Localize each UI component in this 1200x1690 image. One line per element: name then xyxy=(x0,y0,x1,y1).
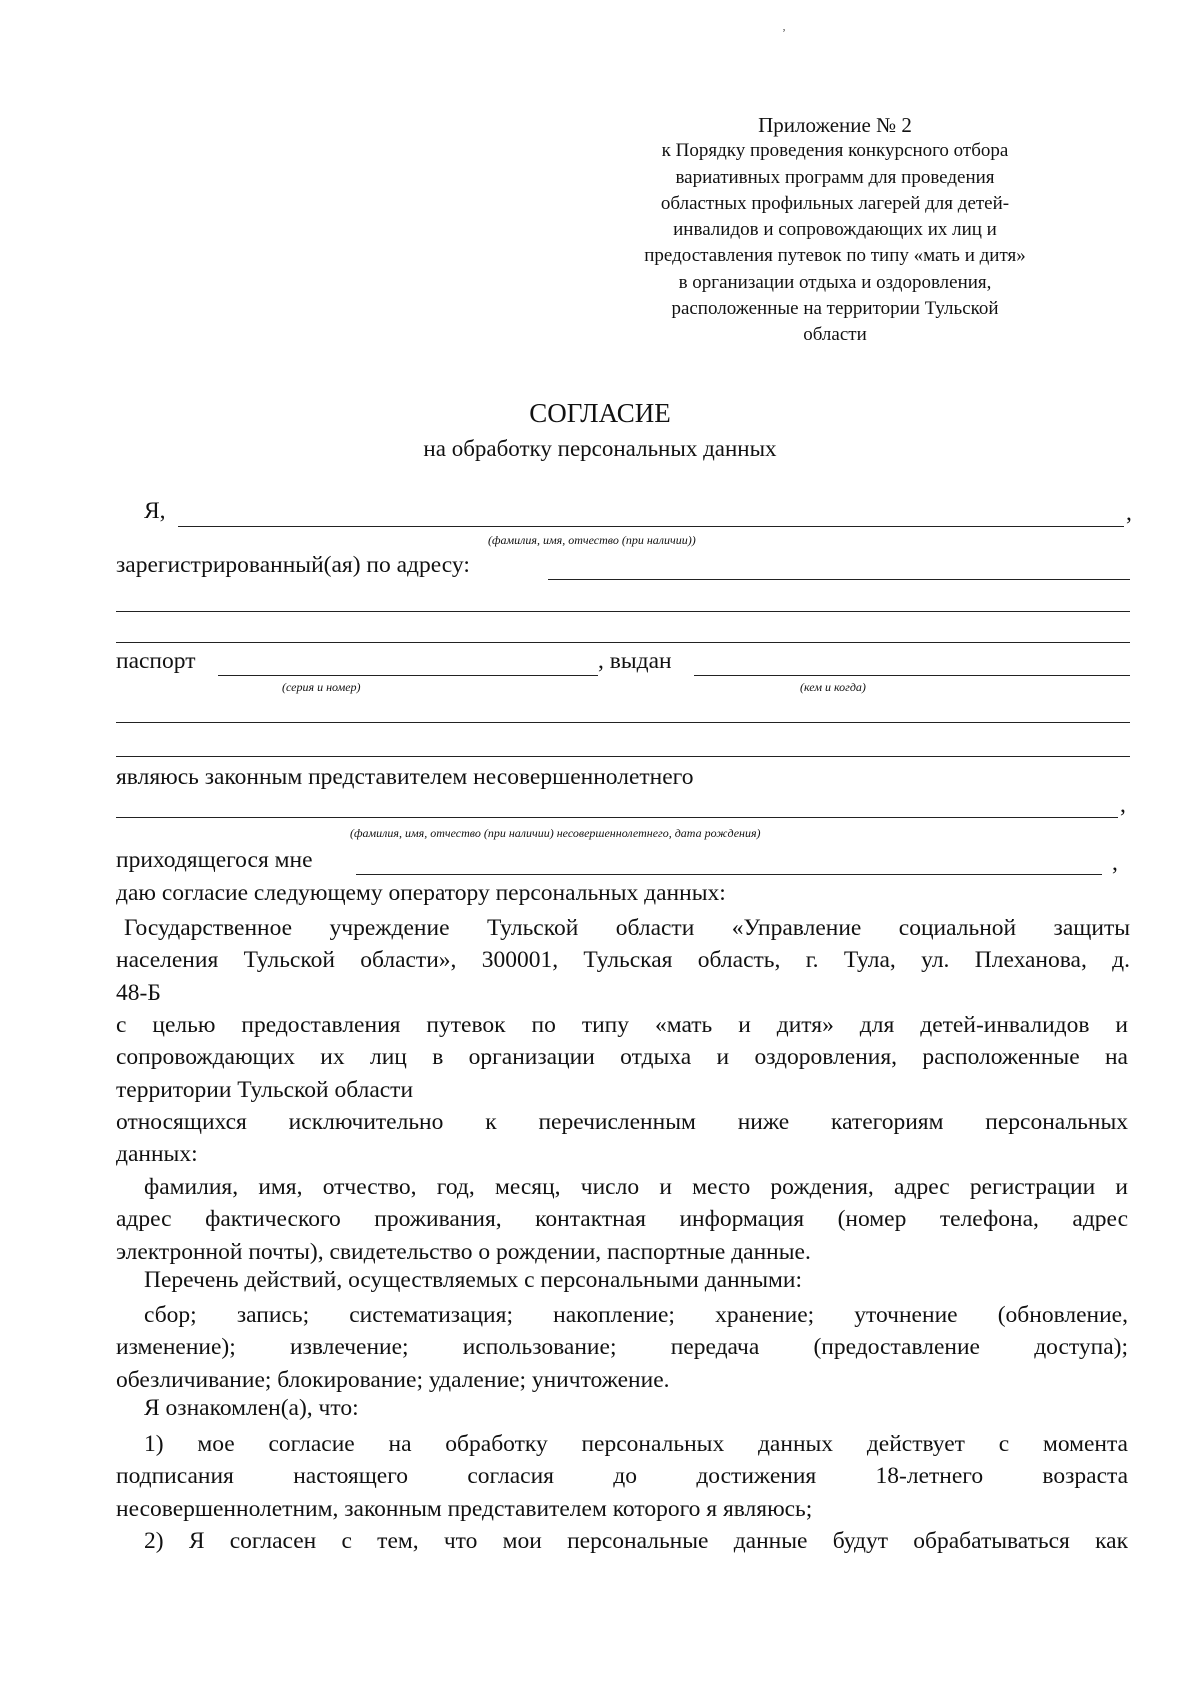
label-ya: Я, xyxy=(144,498,166,524)
comma: , xyxy=(1120,792,1126,818)
fio-field-line[interactable] xyxy=(178,526,1124,527)
minor-hint: (фамилия, имя, отчество (при наличии) несовершеннолетнего, дата рождения) xyxy=(350,826,761,840)
text-line: территории Тульской области xyxy=(116,1076,414,1103)
text-line: относящихся исключительно к перечисленным ниже категориям персональных xyxy=(116,1109,1128,1135)
purpose-paragraph xyxy=(116,1009,1128,1106)
text-line: обезличивание; блокирование; удаление; уничтожение. xyxy=(116,1366,670,1393)
document-title: СОГЛАСИЕ xyxy=(529,398,671,428)
relation-field-line[interactable] xyxy=(356,874,1102,875)
label-passport: паспорт xyxy=(116,648,196,674)
appendix-block xyxy=(560,112,1110,349)
label-representative: являюсь законным представителем несовершеннолетнего xyxy=(116,764,694,790)
text-line: электронной почты), свидетельство о рождении, паспортные данные. xyxy=(116,1238,811,1265)
appendix-line: предоставления путевок по типу «мать и дитя» xyxy=(644,245,1026,267)
actions-paragraph xyxy=(116,1299,1128,1396)
consent-to-operator: даю согласие следующему оператору персональных данных: xyxy=(116,880,726,906)
text-line: данных: xyxy=(116,1141,198,1168)
address-field-line-2[interactable] xyxy=(116,611,1130,612)
text-line: 1) мое согласие на обработку персональных данных действует с момента xyxy=(144,1431,1128,1457)
text-line: сбор; запись; систематизация; накопление; хранение; уточнение (обновление, xyxy=(144,1302,1128,1328)
issuer-hint: (кем и когда) xyxy=(800,680,866,694)
actions-heading: Перечень действий, осуществляемых с персональными данными: xyxy=(144,1267,803,1293)
text-line: 48-Б xyxy=(116,979,161,1006)
text-line: сопровождающих их лиц в организации отдыха и оздоровления, расположенные на xyxy=(116,1044,1128,1071)
minor-field-line[interactable] xyxy=(116,817,1118,818)
text-line: изменение); извлечение; использование; передача (предоставление доступа); xyxy=(116,1334,1128,1361)
text-line: населения Тульской области», 300001, Тульская область, г. Тула, ул. Плеханова, д. xyxy=(116,947,1130,974)
issuer-field-line-3[interactable] xyxy=(116,756,1130,757)
text-line: адрес фактического проживания, контактная информация (номер телефона, адрес xyxy=(116,1206,1128,1233)
passport-issuer-line[interactable] xyxy=(694,675,1130,676)
fio-hint: (фамилия, имя, отчество (при наличии)) xyxy=(488,533,696,547)
comma: , xyxy=(1112,850,1118,876)
appendix-line: расположенные на территории Тульской xyxy=(671,298,999,320)
operator-paragraph xyxy=(116,912,1130,1009)
address-field-line-3[interactable] xyxy=(116,642,1130,643)
appendix-line: инвалидов и сопровождающих их лиц и xyxy=(673,219,997,241)
categories-paragraph xyxy=(116,1106,1128,1171)
text-line: подписания настоящего согласия до достижения 18-летнего возраста xyxy=(116,1463,1128,1490)
passport-series-line[interactable] xyxy=(218,675,598,676)
data-list-paragraph xyxy=(116,1171,1128,1268)
issuer-field-line-2[interactable] xyxy=(116,722,1130,723)
comma: , xyxy=(1126,500,1132,526)
item-1-paragraph xyxy=(116,1428,1128,1525)
text-line: Государственное учреждение Тульской области «Управление социальной защиты xyxy=(124,915,1130,941)
label-related: приходящегося мне xyxy=(116,847,313,873)
appendix-line: области xyxy=(803,324,867,346)
appendix-line: областных профильных лагерей для детей- xyxy=(660,192,1010,214)
text-line: с целью предоставления путевок по типу «мать и дитя» для детей-инвалидов и xyxy=(116,1012,1128,1038)
appendix-line: в организации отдыха и оздоровления, xyxy=(678,271,992,293)
text-line: фамилия, имя, отчество, год, месяц, число и место рождения, адрес регистрации и xyxy=(144,1174,1128,1200)
text-line: несовершеннолетним, законным представителем которого я являюсь; xyxy=(116,1495,813,1522)
document-subtitle: на обработку персональных данных xyxy=(423,436,777,461)
scan-mark: ʼ xyxy=(782,26,786,40)
label-registered: зарегистрированный(ая) по адресу: xyxy=(116,552,470,578)
text-line: 2) Я согласен с тем, что мои персональные данные будут обрабатываться как xyxy=(144,1528,1128,1554)
appendix-line: вариативных программ для проведения xyxy=(675,166,995,188)
appendix-line: к Порядку проведения конкурсного отбора xyxy=(661,140,1009,162)
series-hint: (серия и номер) xyxy=(282,680,361,694)
appendix-heading: Приложение № 2 xyxy=(758,113,912,137)
informed-heading: Я ознакомлен(а), что: xyxy=(144,1395,359,1421)
label-issued: , выдан xyxy=(598,648,672,674)
item-2-paragraph xyxy=(116,1525,1128,1557)
address-field-line[interactable] xyxy=(548,579,1130,580)
